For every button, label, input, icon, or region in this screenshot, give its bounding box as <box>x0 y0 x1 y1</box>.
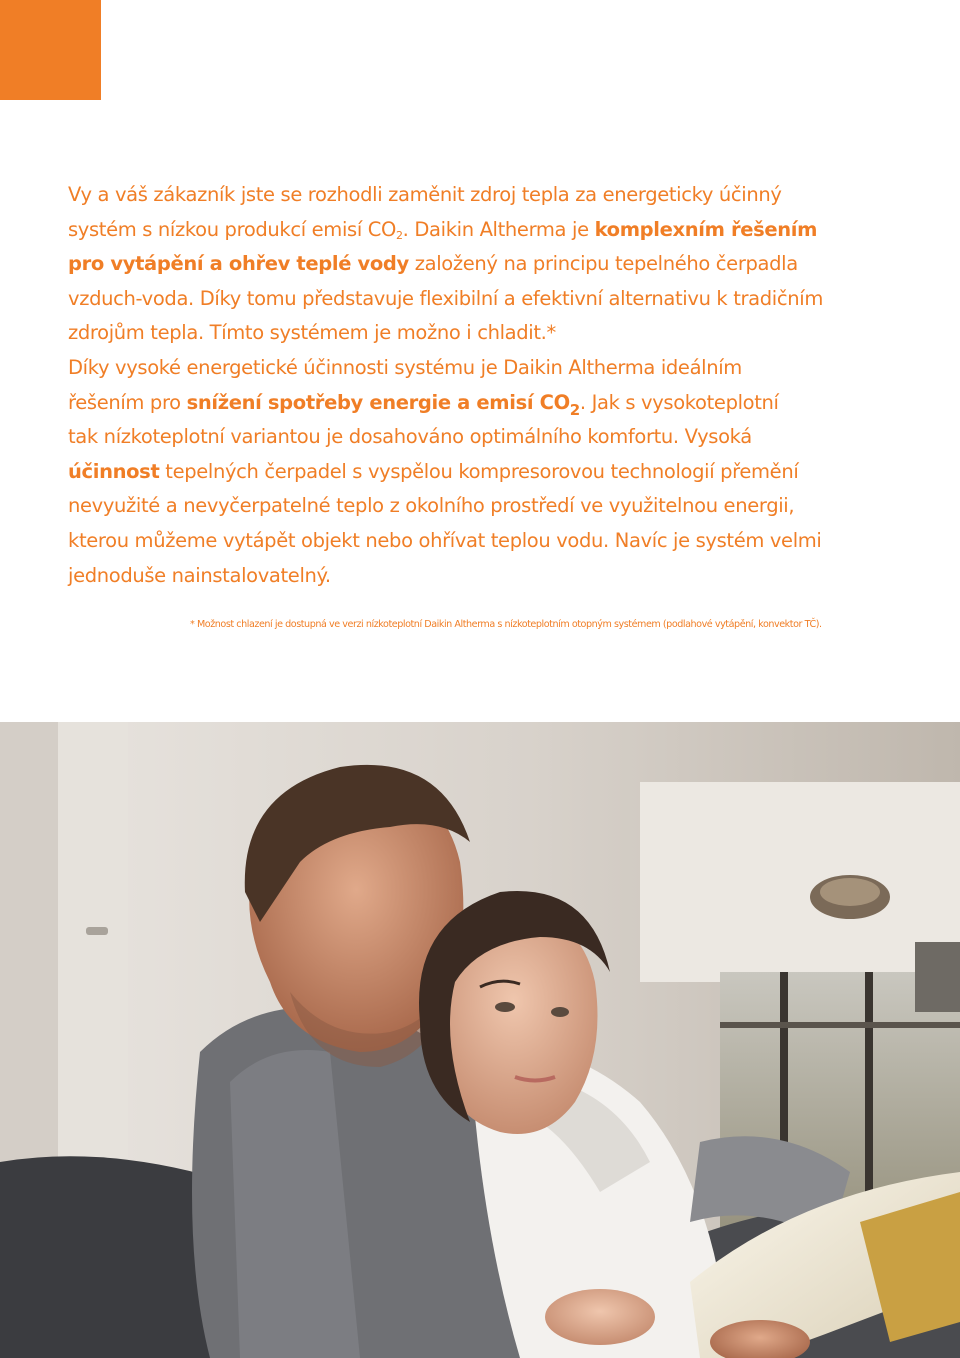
text-line-1: Vy a váš zákazník jste se rozhodli zaměnit zdroj tepla za energeticky účinný <box>68 183 782 206</box>
text-line-6: Díky vysoké energetické účinnosti systému je Daikin Altherma ideálním <box>68 355 742 379</box>
text-line-8: tak nízkoteplotní variantou je dosahováno optimálního komfortu. Vysoká <box>68 425 752 449</box>
text-line-4: vzduch-voda. Díky tomu představuje flexibilní a efektivní alternativu k tradičním <box>68 286 823 310</box>
text-line-11: kterou můžeme vytápět objekt nebo ohřívat teplou vodu. Navíc je systém velmi <box>68 528 822 552</box>
intro-paragraph <box>68 178 948 593</box>
footnote: * Možnost chlazení je dostupná ve verzi nízkoteplotní Daikin Altherma s nízkoteplotním otopným systémem (podlahové vytápění, konvektor TČ). <box>190 619 822 630</box>
emphasis-vytapeni: pro vytápění a ohřev teplé vody <box>68 252 409 276</box>
text-line-2: systém s nízkou produkcí emisí $CO_2$. Daikin Altherma je komplexním řešením <box>68 217 818 242</box>
emphasis-komplexnim-resenim: komplexním řešením <box>594 217 818 241</box>
emphasis-snizeni-spotreby: snížení spotřeby energie a emisí CO <box>186 390 570 414</box>
text-line-9: účinnost tepelných čerpadel s vyspělou kompresorovou technologií přemění <box>68 459 799 483</box>
text-line-12: jednoduše nainstalovatelný. <box>68 563 331 587</box>
emphasis-ucinnost: účinnost <box>68 459 160 483</box>
text-line-10: nevyužité a nevyčerpatelné teplo z okolního prostředí ve využitelnou energii, <box>68 494 795 518</box>
text-line-3: pro vytápění a ohřev teplé vody založený na principu tepelného čerpadla <box>68 252 798 276</box>
orange-corner-tab <box>0 0 101 100</box>
couple-reading-photo <box>0 722 960 1358</box>
text-line-5: zdrojům tepla. Tímto systémem je možno i chladit.* <box>68 321 556 345</box>
text-line-7: řešením pro snížení spotřeby energie a emisí $CO_2$. Jak s vysokoteplotní <box>68 390 779 419</box>
